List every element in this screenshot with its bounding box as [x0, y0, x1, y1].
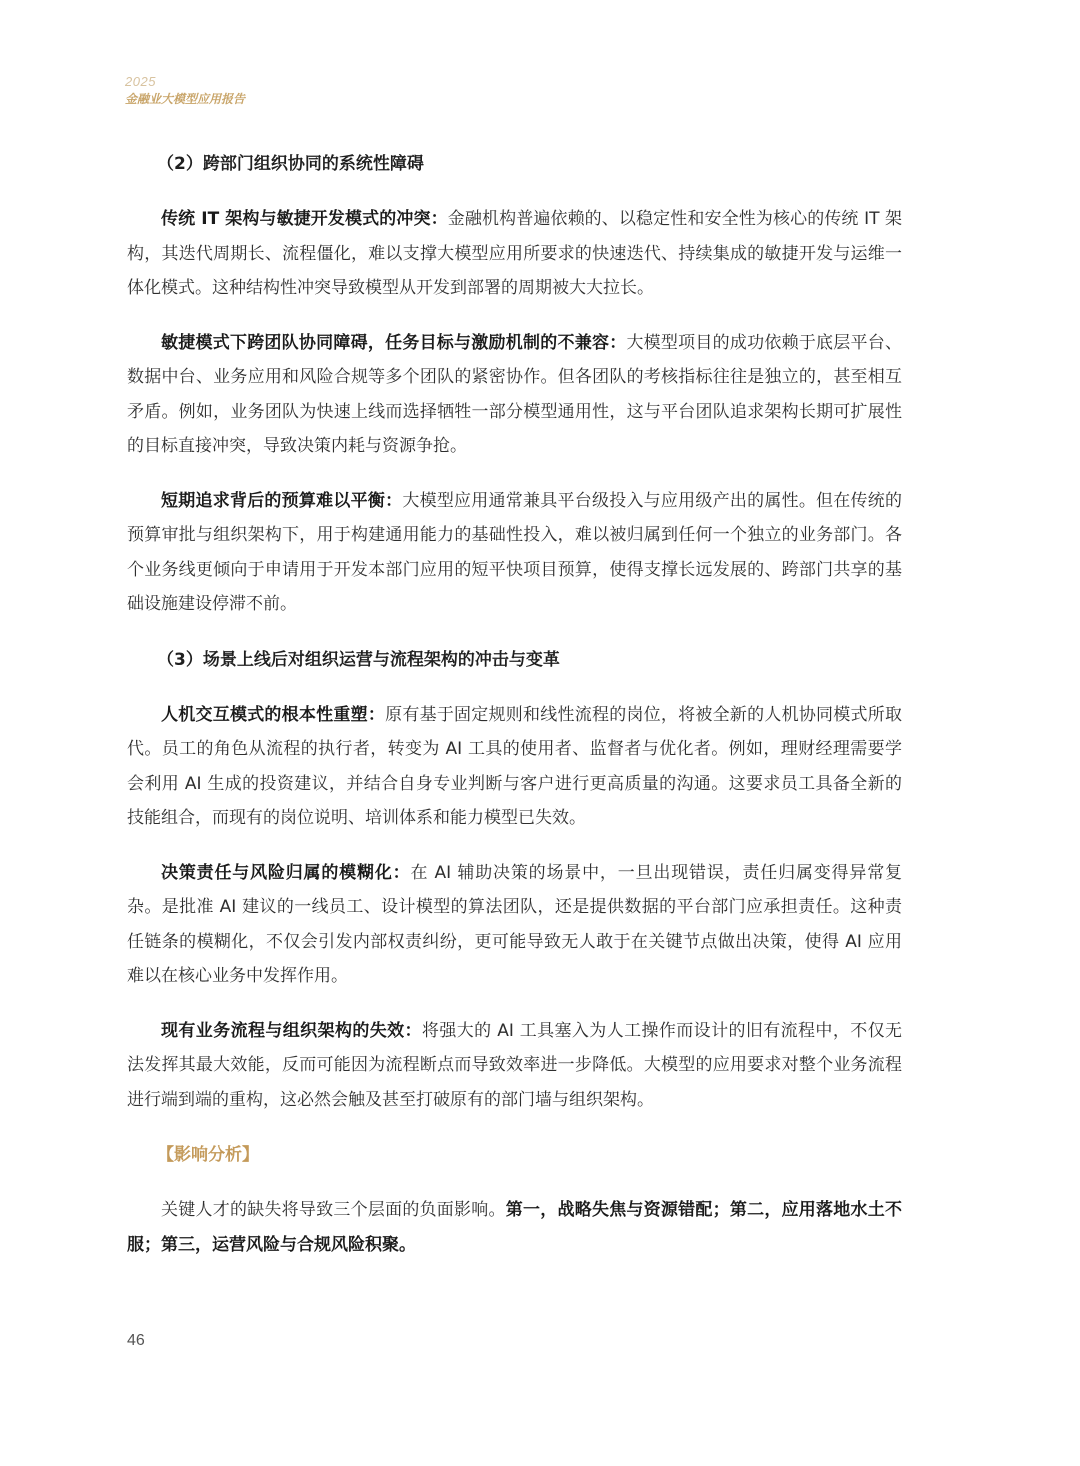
paragraph-body: 大模型应用通常兼具平台级投入与应用级产出的属性。但在传统的预算审批与组织架构下，用于构建通用能力的基础性投入，难以被归属到任何一个独立的业务部门。各个业务线更倾向于申请用于开发本部门应用的短平快项目预算，使得支撑长远发展的、跨部门共享的基础设施建设停滞不前。 [127, 490, 903, 614]
impact-paragraph [127, 1193, 902, 1262]
paragraph-lead: 现有业务流程与组织架构的失效： [161, 1020, 422, 1041]
impact-summary: 第一，战略失焦与资源错配；第二，应用落地水土不服；第三，运营风险与合规风险积聚。 [127, 1200, 903, 1255]
paragraph [127, 484, 902, 622]
report-title: 金融业大模型应用报告 [125, 92, 246, 106]
paragraph-lead: 短期追求背后的预算难以平衡： [161, 490, 403, 511]
paragraph-body: 大模型项目的成功依赖于底层平台、数据中台、业务应用和风险合规等多个团队的紧密协作。但各团队的考核指标往往是独立的，甚至相互矛盾。例如，业务团队为快速上线而选择牺牲一部分模型通用性，这与平台团队追求架构长期可扩展性的目标直接冲突，导致决策内耗与资源争抢。 [127, 332, 903, 456]
impact-analysis-label: 【影响分析】 [157, 1145, 259, 1165]
paragraph-lead: 决策责任与风险归属的模糊化： [161, 862, 411, 883]
impact-intro: 关键人才的缺失将导致三个层面的负面影响。 [161, 1200, 506, 1220]
paragraph-body: 在 AI 辅助决策的场景中，一旦出现错误，责任归属变得异常复杂。是批准 AI 建议的一线员工、设计模型的算法团队，还是提供数据的平台部门应承担责任。这种责任链条的模糊化，不仅会引发内部权责纠纷，更可能导致无人敢于在关键节点做出决策，使得 AI 应用难以在核心业务中发挥作用。 [127, 862, 903, 986]
paragraph-lead: 传统 IT 架构与敏捷开发模式的冲突： [161, 209, 448, 229]
paragraph-body: 原有基于固定规则和线性流程的岗位，将被全新的人机协同模式所取代。员工的角色从流程的执行者，转变为 AI 工具的使用者、监督者与优化者。例如，理财经理需要学会利用 AI 生成的投资建议，并结合自身专业判断与客户进行更高质量的沟通。这要求员工具备全新的技能组合，而现有的岗位说明、培训体系和能力模型已失效。 [127, 704, 903, 828]
section-heading-3: （3）场景上线后对组织运营与流程架构的冲击与变革 [157, 649, 560, 670]
paragraph-body: 将强大的 AI 工具塞入为人工操作而设计的旧有流程中，不仅无法发挥其最大效能，反而可能因为流程断点而导致效率进一步降低。大模型的应用要求对整个业务流程进行端到端的重构，这必然会触及甚至打破原有的部门墙与组织架构。 [127, 1020, 903, 1110]
paragraph-lead: 敏捷模式下跨团队协同障碍，任务目标与激励机制的不兼容： [161, 332, 627, 353]
report-year: 2025 [125, 74, 156, 89]
paragraph [127, 202, 902, 306]
page-content [127, 147, 902, 1262]
section-heading-2: （2）跨部门组织协同的系统性障碍 [157, 154, 424, 174]
paragraph-body: 金融机构普遍依赖的、以稳定性和安全性为核心的传统 IT 架构，其迭代周期长、流程僵化，难以支撑大模型应用所要求的快速迭代、持续集成的敏捷开发与运维一体化模式。这种结构性冲突导致模型从开发到部署的周期被大大拉长。 [127, 209, 902, 298]
paragraph [127, 1014, 902, 1118]
paragraph [127, 698, 902, 836]
report-header [125, 74, 245, 108]
paragraph-lead: 人机交互模式的根本性重塑： [161, 704, 386, 725]
paragraph [127, 856, 902, 994]
paragraph [127, 326, 902, 464]
page-number: 46 [127, 1332, 145, 1349]
